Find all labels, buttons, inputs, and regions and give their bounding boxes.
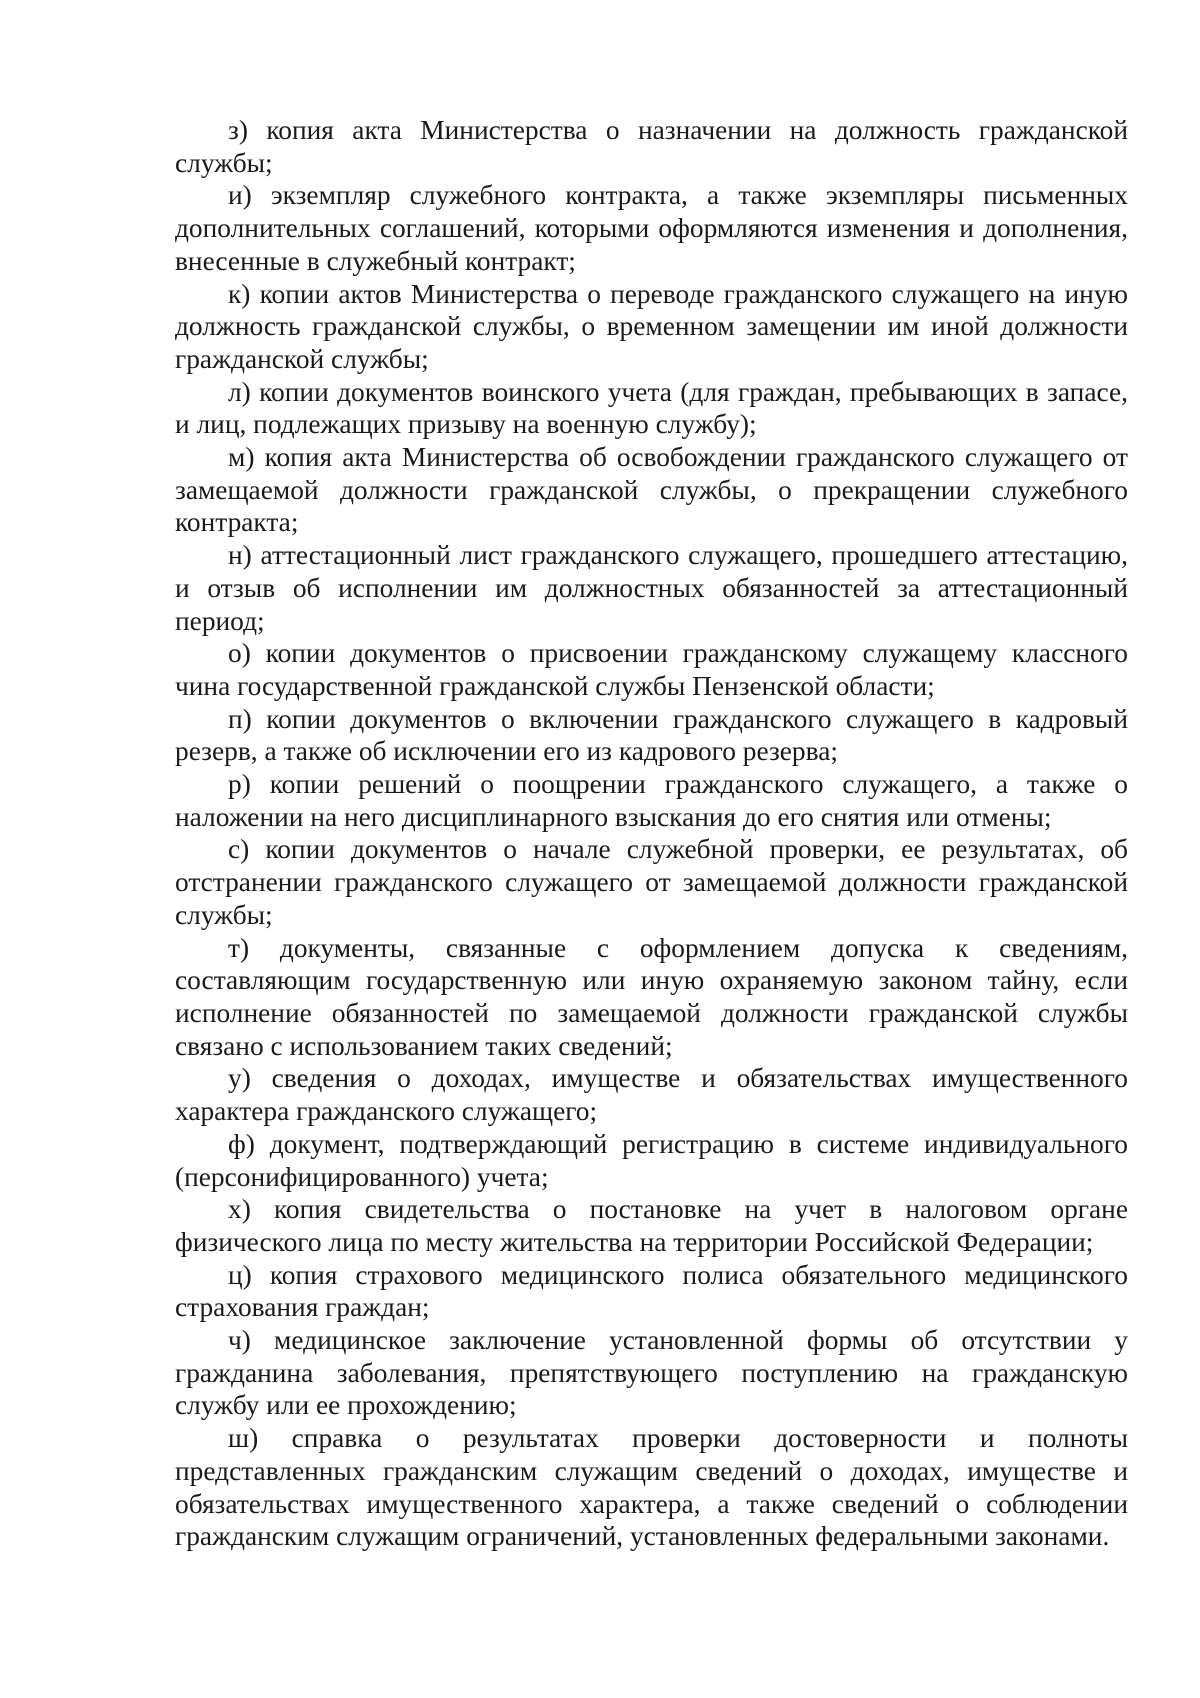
list-item-u: у) сведения о доходах, имуществе и обязательствах имущественного характера гражданского служащего; bbox=[175, 1063, 1128, 1127]
list-item-s: с) копии документов о начале служебной проверки, ее результатах, об отстранении гражданского служащего от замещаемой должности гражданской службы; bbox=[175, 834, 1128, 930]
list-item-n: н) аттестационный лист гражданского служащего, прошедшего аттестацию, и отзыв об исполнении им должностных обязанностей за аттестационный период; bbox=[175, 540, 1128, 636]
list-item-l: л) копии документов воинского учета (для граждан, пребывающих в запасе, и лиц, подлежащих призыву на военную службу); bbox=[175, 376, 1128, 440]
list-item-ts: ц) копия страхового медицинского полиса обязательного медицинского страхования граждан; bbox=[175, 1259, 1128, 1323]
list-item-sh: ш) справка о результатах проверки достоверности и полноты представленных гражданским служащим сведений о доходах, имуществе и обязательствах имущественного характера, а также сведений о соблюдении гражданским служащим ограничений, установленных федеральными законами. bbox=[175, 1423, 1128, 1552]
list-item-kh: х) копия свидетельства о постановке на учет в налоговом органе физического лица по месту жительства на территории Российской Федерации; bbox=[175, 1194, 1128, 1257]
list-item-k: к) копии актов Министерства о переводе гражданского служащего на иную должность гражданской службы, о временном замещении им иной должности гражданской службы; bbox=[175, 278, 1128, 374]
list-item-p: п) копии документов о включении гражданского служащего в кадровый резерв, а также об исключении его из кадрового резерва; bbox=[175, 703, 1128, 767]
list-item-ch: ч) медицинское заключение установленной формы об отсутствии у гражданина заболевания, препятствующего поступлению на гражданскую службу или ее прохождению; bbox=[175, 1325, 1128, 1421]
list-item-m: м) копия акта Министерства об освобождении гражданского служащего от замещаемой должности гражданской службы, о прекращении служебного контракта; bbox=[175, 442, 1128, 538]
list-item-i: и) экземпляр служебного контракта, а также экземпляры письменных дополнительных соглашений, которыми оформляются изменения и дополнения, внесенные в служебный контракт; bbox=[175, 180, 1128, 276]
list-item-o: о) копии документов о присвоении гражданскому служащему классного чина государственной гражданской службы Пензенской области; bbox=[175, 638, 1128, 701]
list-item-r: р) копии решений о поощрении гражданского служащего, а также о наложении на него дисциплинарного взыскания до его снятия или отмены; bbox=[175, 769, 1128, 832]
list-item-f: ф) документ, подтверждающий регистрацию в системе индивидуального (персонифицированного) учета; bbox=[175, 1128, 1128, 1192]
list-item-z: з) копия акта Министерства о назначении на должность гражданской службы; bbox=[175, 115, 1128, 178]
document-body bbox=[175, 114, 1128, 1553]
list-item-t: т) документы, связанные с оформлением допуска к сведениям, составляющим государственную или иную охраняемую законом тайну, если исполнение обязанностей по замещаемой должности гражданской службы связано с использованием таких сведений; bbox=[175, 932, 1128, 1061]
